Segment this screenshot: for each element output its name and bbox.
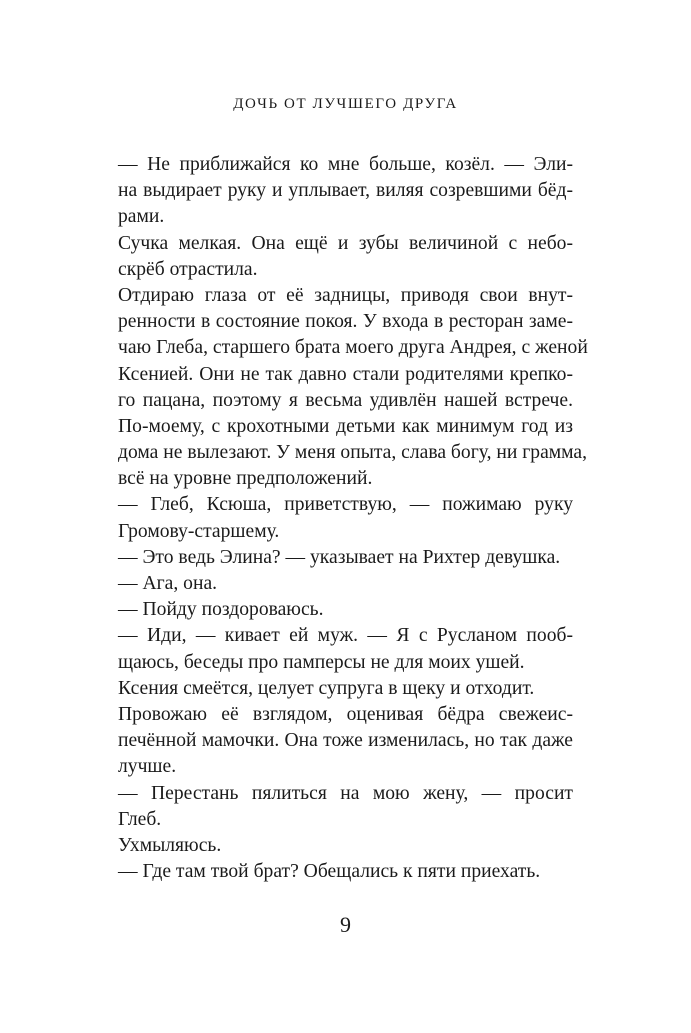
text-line: го пацана, поэтому я весьма удивлён нашей встрече. (118, 389, 573, 411)
text-line: чаю Глеба, старшего брата моего друга Андрея, с женой (118, 337, 588, 359)
text-line: — Перестань пялиться на мою жену, — просит (118, 782, 573, 804)
text-line: — Иди, — кивает ей муж. — Я с Русланом пооб- (118, 625, 573, 647)
text-line: печённой мамочки. Она тоже изменилась, но так даже (118, 730, 573, 752)
text-line: дома не вылезают. У меня опыта, слава богу, ни грамма, (118, 442, 588, 464)
text-line: Ксения смеётся, целует супруга в щеку и отходит. (118, 677, 535, 699)
text-line: Ксенией. Они не так давно стали родителями крепко- (118, 363, 573, 385)
text-line: лучше. (118, 756, 177, 778)
text-line: щаюсь, беседы про памперсы не для моих ушей. (118, 651, 525, 673)
text-line: — Это ведь Элина? — указывает на Рихтер девушка. (118, 546, 561, 568)
text-line: Провожаю её взглядом, оценивая бёдра свежеис- (118, 703, 573, 725)
text-line: Громову-старшему. (118, 520, 280, 542)
text-line: Отдираю глаза от её задницы, приводя свои внут- (118, 284, 573, 306)
text-line: на выдирает руку и уплывает, виляя созревшими бёд- (118, 180, 573, 202)
text-line: Сучка мелкая. Она ещё и зубы величиной с небо- (118, 232, 573, 254)
body-text (118, 152, 588, 885)
page-number: 9 (340, 912, 351, 937)
text-line: — Где там твой брат? Обещались к пяти приехать. (118, 861, 541, 883)
text-line: ренности в состояние покоя. У входа в ресторан заме- (118, 311, 573, 333)
text-line: — Пойду поздороваюсь. (118, 599, 324, 621)
text-line: По-моему, с крохотными детьми как минимум год из (118, 415, 573, 437)
text-line: Ухмыляюсь. (118, 834, 222, 856)
text-line: рами. (118, 206, 165, 228)
running-header: ДОЧЬ ОТ ЛУЧШЕГО ДРУГА (233, 96, 458, 112)
text-line: Глеб. (118, 808, 162, 830)
text-line: — Глеб, Ксюша, приветствую, — пожимаю руку (118, 494, 573, 516)
text-line: скрёб отрастила. (118, 258, 258, 280)
text-line: всё на уровне предположений. (118, 468, 373, 490)
text-line: — Ага, она. (118, 573, 218, 594)
text-line: — Не приближайся ко мне больше, козёл. — Эли- (118, 154, 573, 175)
